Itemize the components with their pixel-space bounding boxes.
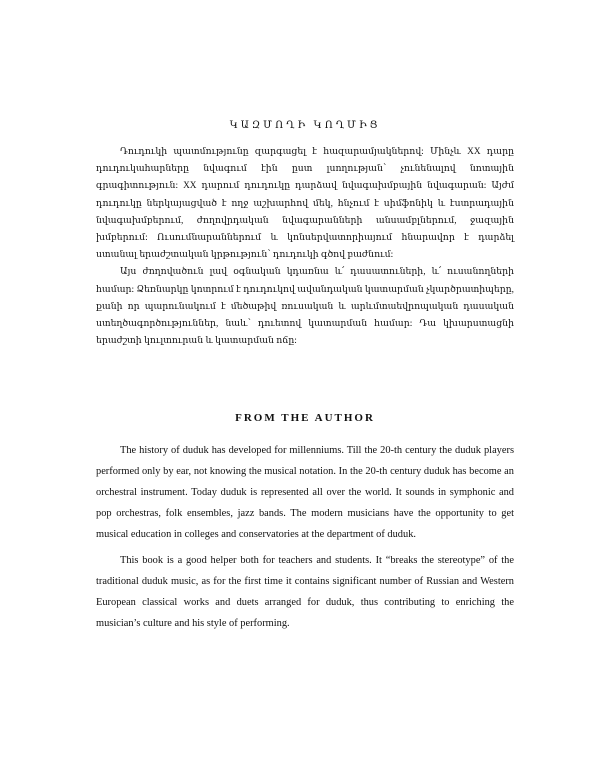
armenian-foreword [96,120,514,350]
english-paragraph-2: This book is a good helper both for teachers and students. It “breaks the stereotype” of the traditional duduk music, as for the first time it contains significant number of Russian and Western European classical works and duets arranged for duduk, thus contributing to enriching the musician’s culture and his style of performing. [96,555,514,629]
english-paragraph-1: The history of duduk has developed for millenniums. Till the 20-th century the duduk players performed only by ear, not knowing the musical notation. In the 20-th century duduk has become an orchestral instrument. Today duduk is represented all over the world. It sounds in symphonic and pop orchestras, folk ensembles, jazz bands. The modern musicians have the opportunity to get musical education in colleges and conservatories at the department of duduk. [96,445,514,540]
armenian-paragraph-1: Դուդուկի պատմությունը զարգացել է հազարամյակներով: Մինչև XX դարը դուդուկահարները նվագում էին ըստ լսողության՝ չունենալով նոտային գրագիտություն: XX դարում դուդուկը դարձավ նվագախմբային նվագարան: Այժմ դուդուկը ներկայացված է ողջ աշխարհով մեկ, հնչում է սիմֆոնիկ և էստրադային նվագախմբերում, ժողովրդական նվագարանների անսամբլներում, ջազային խմբերում: Ուսումնարաններում և կոնսերվատորիայում հնարավոր է դարձել ստանալ երաժշտական կրթություն՝ դուդուկի գծով բաժնում: [96,147,514,261]
english-heading: FROM THE AUTHOR [235,412,375,424]
armenian-paragraph-2: Այս ժողովածուն լավ օգնական կդառնա և՛ դասատուների, և՛ ուսանողների համար: Ձեռնարկը կոտրում է դուդուկով ավանդական կատարման չկարծրատիպերը, քանի որ պարունակում է մեծաթիվ ռուսական և արևմտաեվրոպական դասական ստեղծագործություններ, նաև՝ դուետով կատարման համար: Դա կխարստացնի երաժշտի կուլտուրան և կատարման ոճը: [96,267,514,347]
english-foreword [96,412,514,639]
armenian-heading: ԿԱԶՄՈՂԻ ԿՈՂՄԻՑ [229,120,381,131]
